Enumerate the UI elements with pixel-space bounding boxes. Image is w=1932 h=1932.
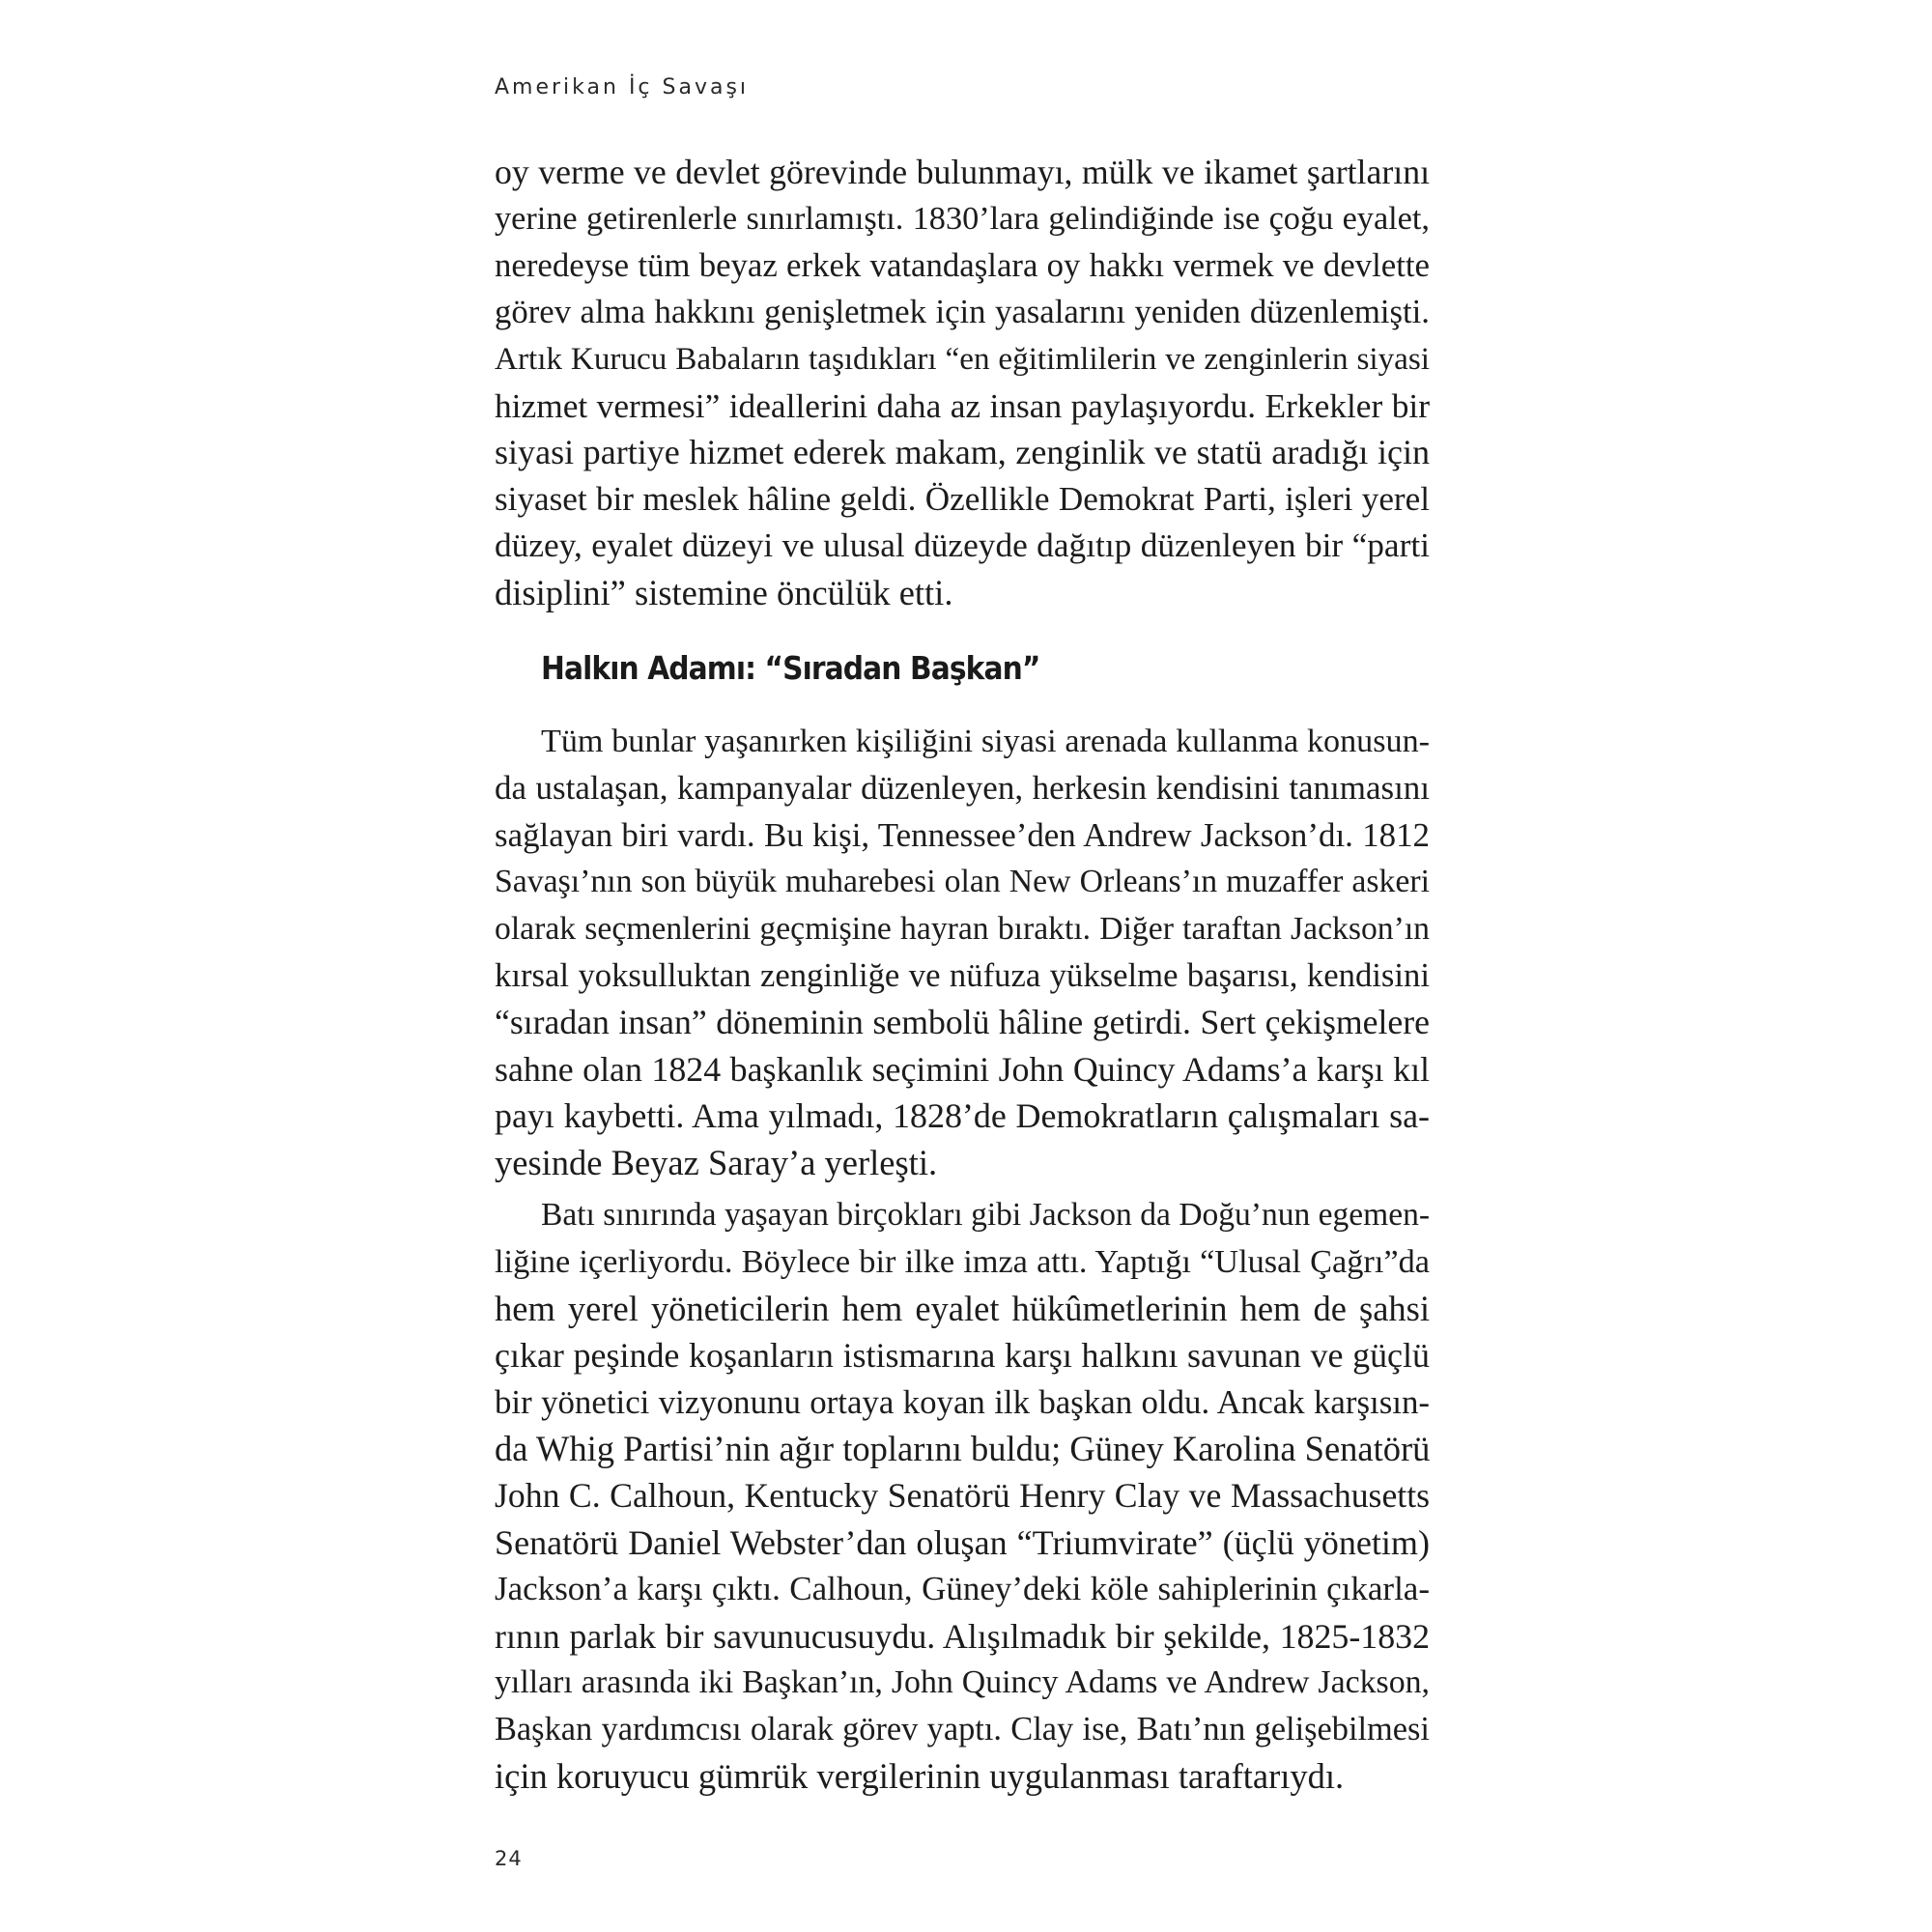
text-line: kırsal yoksulluktan zenginliğe ve nüfuza yükselme başarısı, kendisini xyxy=(495,956,1430,994)
text-line: sahne olan 1824 başkanlık seçimini John Quincy Adams’a karşı kıl xyxy=(495,1049,1430,1089)
text-line: liğine içerliyordu. Böylece bir ilke imza attı. Yaptığı “Ulusal Çağrı”da xyxy=(495,1243,1430,1281)
text-line: rının parlak bir savunucusuydu. Alışılmadık bir şekilde, 1825-1832 xyxy=(495,1616,1430,1656)
text-line: olarak seçmenlerini geçmişine hayran bıraktı. Diğer taraftan Jackson’ın xyxy=(495,910,1430,947)
text-line: düzey, eyalet düzeyi ve ulusal düzeyde dağıtıp düzenleyen bir “parti xyxy=(495,526,1430,565)
paragraph-1 xyxy=(495,149,1430,616)
text-line: John C. Calhoun, Kentucky Senatörü Henry Clay ve Massachusetts xyxy=(495,1476,1430,1516)
text-line: da ustalaşan, kampanyalar düzenleyen, herkesin kendisini tanımasını xyxy=(495,769,1430,808)
text-line: Artık Kurucu Babaların taşıdıkları “en eğitimlilerin ve zenginlerin siyasi xyxy=(495,340,1430,377)
text-line: yılları arasında iki Başkan’ın, John Quincy Adams ve Andrew Jackson, xyxy=(495,1663,1430,1700)
text-line: hem yerel yöneticilerin hem eyalet hükûmetlerinin hem de şahsi xyxy=(495,1288,1430,1328)
text-line: bir yönetici vizyonunu ortaya koyan ilk başkan oldu. Ancak karşısın- xyxy=(495,1382,1430,1421)
paragraph-2 xyxy=(495,719,1430,1186)
text-line: “sıradan insan” döneminin sembolü hâline getirdi. Sert çekişmelere xyxy=(495,1003,1430,1042)
text-line: için koruyucu gümrük vergilerinin uygulanması taraftarıydı. xyxy=(495,1755,1345,1796)
text-line: oy verme ve devlet görevinde bulunmayı, mülk ve ikamet şartlarını xyxy=(495,153,1430,191)
text-line: Senatörü Daniel Webster’dan oluşan “Triumvirate” (üçlü yönetim) xyxy=(495,1522,1430,1562)
text-line: hizmet vermesi” ideallerini daha az insan paylaşıyordu. Erkekler bir xyxy=(495,385,1430,425)
section-heading: Halkın Adamı: “Sıradan Başkan” xyxy=(541,649,1040,687)
text-line: disiplini” sistemine öncülük etti. xyxy=(495,572,953,612)
text-line: neredeyse tüm beyaz erkek vatandaşlara oy hakkı vermek ve devlette xyxy=(495,245,1430,284)
page-number: 24 xyxy=(495,1847,523,1870)
text-line: sağlayan biri vardı. Bu kişi, Tennessee’den Andrew Jackson’dı. 1812 xyxy=(495,815,1430,854)
text-line: çıkar peşinde koşanların istismarına karşı halkını savunan ve güçlü xyxy=(495,1336,1430,1376)
text-line: yesinde Beyaz Saray’a yerleşti. xyxy=(495,1142,938,1182)
text-line: görev alma hakkını genişletmek için yasalarını yeniden düzenlemişti. xyxy=(495,293,1430,331)
text-line: Tüm bunlar yaşanırken kişiliğini siyasi arenada kullanma konusun- xyxy=(541,724,1430,759)
text-line: Batı sınırında yaşayan birçokları gibi Jackson da Doğu’nun egemen- xyxy=(541,1197,1430,1233)
paragraph-3 xyxy=(495,1192,1430,1800)
text-line: Savaşı’nın son büyük muharebesi olan New Orleans’ın muzaffer askeri xyxy=(495,864,1430,900)
text-line: siyaset bir meslek hâline geldi. Özellikle Demokrat Parti, işleri yerel xyxy=(495,479,1430,518)
text-line: da Whig Partisi’nin ağır toplarını buldu; Güney Karolina Senatörü xyxy=(495,1428,1431,1468)
text-line: yerine getirenlerle sınırlamıştı. 1830’lara gelindiğinde ise çoğu eyalet, xyxy=(495,200,1430,238)
text-line: Jackson’a karşı çıktı. Calhoun, Güney’deki köle sahiplerinin çıkarla- xyxy=(495,1570,1430,1608)
text-line: payı kaybetti. Ama yılmadı, 1828’de Demokratların çalışmaları sa- xyxy=(495,1096,1430,1136)
text-line: Başkan yardımcısı olarak görev yaptı. Clay ise, Batı’nın gelişebilmesi xyxy=(495,1711,1430,1748)
running-head: Amerikan İç Savaşı xyxy=(495,75,750,99)
text-line: siyasi partiye hizmet ederek makam, zenginlik ve statü aradığı için xyxy=(495,433,1430,472)
